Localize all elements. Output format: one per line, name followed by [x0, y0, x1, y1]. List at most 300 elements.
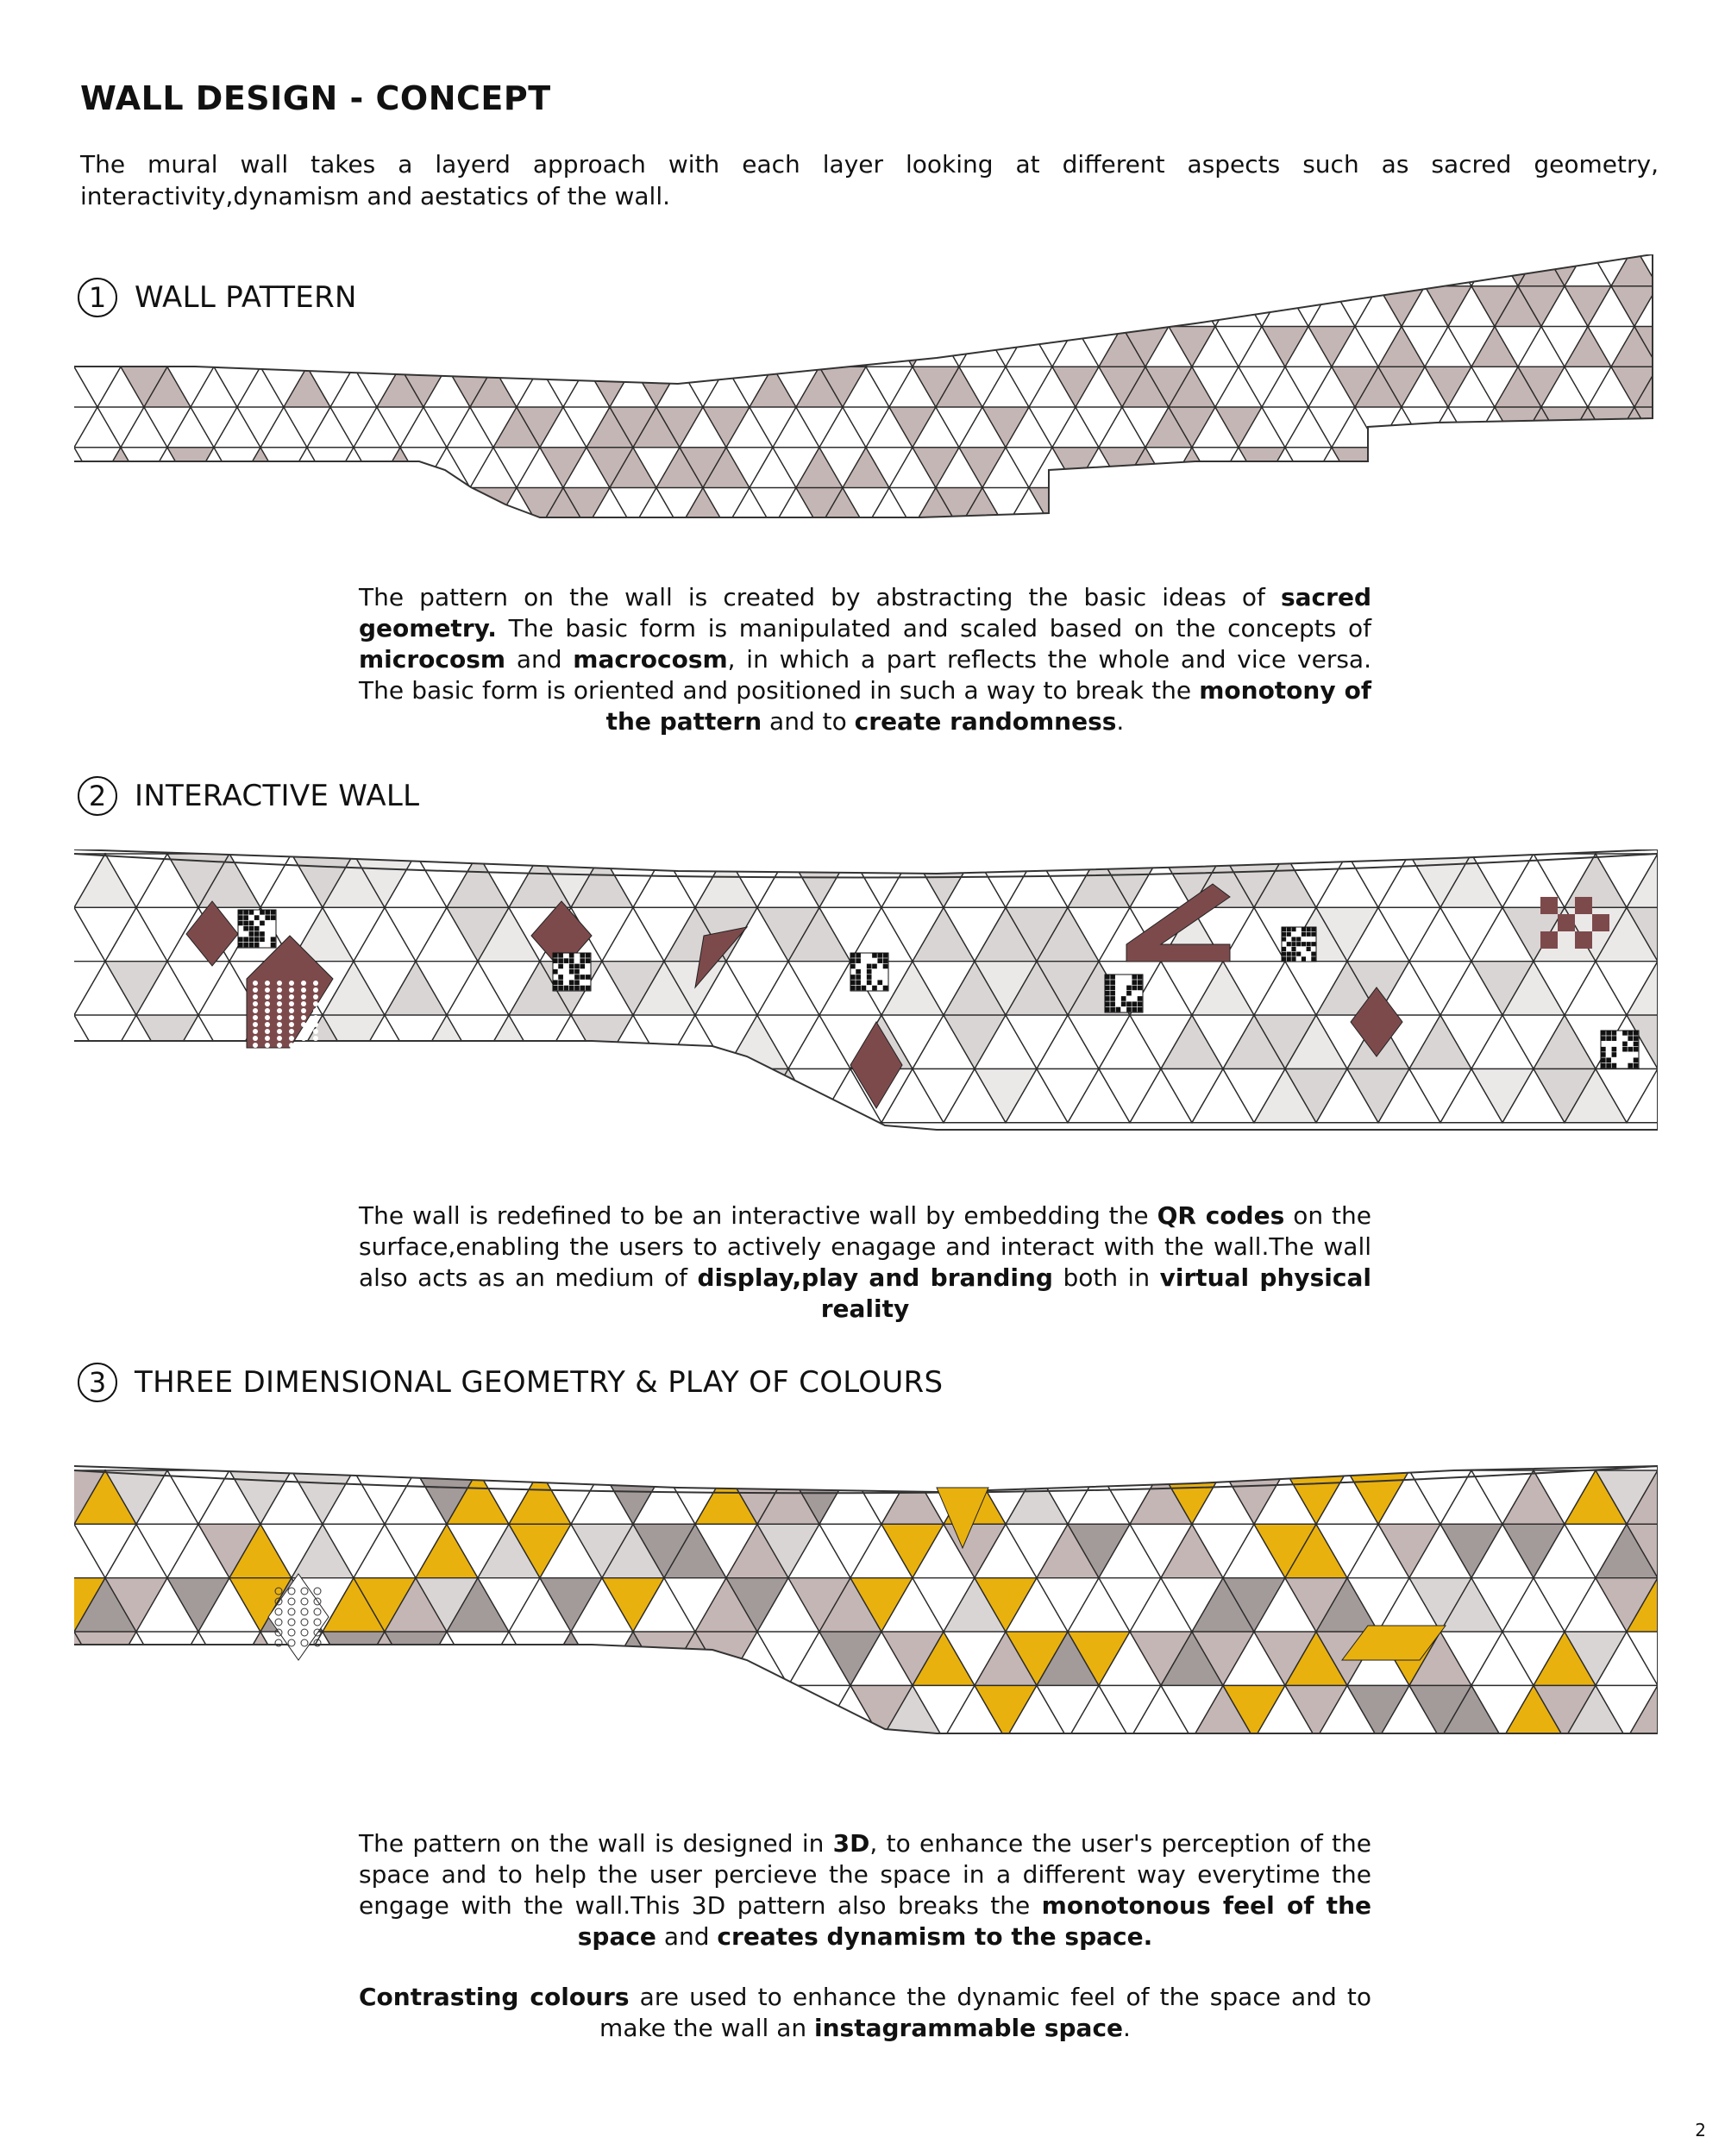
qr-module: [1296, 937, 1301, 941]
pattern-tile: [292, 1069, 354, 1122]
panel-dot: [277, 994, 282, 1000]
qr-module: [1132, 975, 1137, 980]
pattern-tile: [74, 327, 97, 367]
qr-module: [1110, 980, 1115, 985]
panel-dot: [301, 1015, 306, 1020]
pattern-tile: [1285, 254, 1332, 286]
panel-dot: [265, 987, 270, 993]
pattern-tile: [1052, 286, 1099, 327]
pattern-tile: [1518, 488, 1565, 529]
qr-module: [883, 958, 888, 963]
pattern-tile: [214, 286, 260, 327]
pattern-tile: [796, 254, 843, 286]
pattern-tile: [1402, 448, 1448, 488]
section-3-number-circle: 3: [78, 1363, 117, 1402]
pattern-tile: [656, 327, 703, 367]
pattern-tile: [1122, 488, 1169, 529]
panel-dot: [265, 1008, 270, 1013]
pattern-tile: [664, 1069, 726, 1122]
qr-module: [569, 969, 574, 975]
pattern-tile: [214, 254, 260, 286]
pattern-tile: [1239, 488, 1285, 529]
panel-dot: [289, 1001, 294, 1006]
pattern-tile: [121, 327, 167, 367]
maroon-check-square: [1575, 897, 1592, 914]
qr-module: [856, 975, 861, 980]
pattern-tile: [74, 327, 121, 367]
qr-module: [271, 937, 276, 942]
qr-module: [249, 943, 254, 948]
section-1-description: [359, 582, 1371, 737]
pattern-tile: [1518, 448, 1565, 488]
pattern-tile: [633, 286, 680, 327]
qr-module: [1634, 1047, 1639, 1052]
maroon-check-square: [1575, 931, 1592, 949]
pattern-tile: [1332, 254, 1378, 286]
bold-phrase: creates dynamism to the space.: [717, 1922, 1153, 1951]
pattern-tile: [913, 327, 959, 367]
pattern-tile: [121, 448, 167, 488]
pattern-tile: [74, 286, 121, 327]
section-2-title: INTERACTIVE WALL: [135, 779, 420, 813]
pattern-tile: [284, 254, 330, 286]
qr-module: [254, 943, 260, 948]
qr-module: [238, 915, 243, 920]
qr-module: [1105, 1007, 1110, 1012]
qr-module: [265, 910, 270, 915]
qr-module: [1311, 942, 1315, 946]
pattern-tile: [1029, 286, 1076, 327]
pattern-tile: [74, 286, 97, 327]
qr-module: [867, 980, 872, 985]
pattern-tile: [237, 254, 284, 286]
pattern-tile: [377, 327, 423, 367]
pattern-tile: [1052, 488, 1099, 529]
qr-module: [260, 931, 265, 937]
panel-dot: [265, 1036, 270, 1041]
qr-module: [254, 915, 260, 920]
pattern-tile: [323, 1069, 385, 1122]
pattern-tile: [136, 1015, 198, 1069]
text-run: and: [505, 645, 574, 674]
qr-module: [574, 975, 580, 980]
qr-module: [1307, 932, 1311, 937]
qr-module: [1628, 1031, 1633, 1036]
bold-phrase: display,play and branding: [697, 1263, 1053, 1292]
qr-module: [1121, 996, 1126, 1001]
qr-module: [569, 980, 574, 985]
bold-phrase: microcosm: [359, 645, 506, 674]
qr-module: [867, 964, 872, 969]
qr-module: [249, 910, 254, 915]
qr-module: [238, 921, 243, 926]
qr-module: [1302, 927, 1306, 931]
pattern-tile: [1611, 448, 1658, 488]
qr-module: [850, 964, 856, 969]
qr-module: [586, 958, 591, 963]
panel-dot: [289, 1008, 294, 1013]
pattern-tile: [889, 254, 936, 286]
pattern-tile: [1099, 448, 1145, 488]
pattern-tile: [1495, 488, 1541, 529]
pattern-tile: [354, 286, 400, 327]
pattern-tile: [889, 286, 936, 327]
pattern-tile: [1169, 286, 1215, 327]
qr-module: [1110, 1001, 1115, 1006]
qr-module: [553, 953, 558, 958]
pattern-tile: [1076, 286, 1122, 327]
qr-module: [1307, 947, 1311, 951]
pattern-tile: [74, 1632, 136, 1685]
pattern-tile: [237, 286, 284, 327]
pattern-tile: [385, 1632, 447, 1685]
qr-module: [856, 969, 861, 975]
pattern-tile: [493, 254, 540, 286]
section-2-heading: [78, 776, 419, 816]
text-run: The basic form is manipulated and scaled based on the concepts of: [496, 614, 1371, 642]
pattern-tile: [97, 254, 144, 286]
qr-module: [553, 958, 558, 963]
pattern-tile: [470, 327, 517, 367]
pattern-tile: [819, 286, 866, 327]
pattern-tile: [330, 327, 377, 367]
qr-module: [1105, 1001, 1110, 1006]
text-run: both in: [1052, 1263, 1160, 1292]
pattern-tile: [307, 254, 354, 286]
qr-module: [254, 926, 260, 931]
pattern-tile: [1495, 407, 1541, 448]
qr-module: [558, 958, 563, 963]
pattern-tile: [703, 254, 750, 286]
pattern-tile: [1425, 254, 1471, 286]
qr-module: [1282, 952, 1286, 956]
pattern-tile: [936, 254, 982, 286]
qr-module: [1126, 1007, 1132, 1012]
pattern-tile: [959, 327, 1006, 367]
qr-module: [1628, 1047, 1633, 1052]
pattern-tile: [191, 254, 237, 286]
text-run: The pattern on the wall is created by abstracting the basic ideas of: [359, 583, 1281, 611]
pattern-tile: [633, 327, 680, 367]
pattern-tile: [563, 286, 610, 327]
panel-dot: [313, 1008, 318, 1013]
qr-module: [872, 953, 877, 958]
pattern-tile: [191, 327, 237, 367]
pattern-tile: [1378, 488, 1425, 529]
pattern-tile: [1448, 488, 1495, 529]
pattern-tile: [773, 327, 819, 367]
qr-module: [553, 986, 558, 991]
panel-dot: [265, 981, 270, 986]
pattern-tile: [571, 1632, 633, 1685]
qr-module: [569, 953, 574, 958]
pattern-tile: [377, 488, 423, 529]
pattern-tile: [97, 286, 144, 327]
qr-module: [1601, 1036, 1606, 1041]
pattern-tile: [703, 327, 750, 367]
qr-module: [883, 953, 888, 958]
pattern-tile: [307, 286, 354, 327]
panel-dot: [301, 1029, 306, 1034]
pattern-tile: [198, 1685, 260, 1738]
pattern-tile: [819, 254, 866, 286]
pattern-tile: [423, 327, 470, 367]
pattern-tile: [633, 1632, 695, 1685]
pattern-tile: [136, 1685, 198, 1738]
pattern-tile: [1588, 488, 1634, 529]
pattern-tile: [416, 1069, 478, 1122]
qr-module: [238, 910, 243, 915]
pattern-tile: [470, 488, 517, 529]
pattern-tile: [167, 1685, 229, 1738]
qr-module: [1287, 932, 1291, 937]
panel-dot: [313, 1029, 318, 1034]
pattern-tile: [144, 327, 191, 367]
qr-module: [1634, 1042, 1639, 1047]
qr-module: [238, 943, 243, 948]
qr-module: [1132, 1001, 1137, 1006]
text-run: The wall is redefined to be an interactive wall by embedding the: [359, 1201, 1157, 1230]
pattern-tile: [354, 254, 400, 286]
maroon-check-square: [1540, 897, 1558, 914]
pattern-tile: [292, 1685, 354, 1738]
pattern-tile: [74, 488, 97, 529]
qr-module: [1287, 927, 1291, 931]
qr-module: [574, 969, 580, 975]
pattern-tile: [1425, 448, 1471, 488]
pattern-tile: [121, 286, 167, 327]
panel-dot: [289, 994, 294, 1000]
pattern-tile: [1285, 488, 1332, 529]
qr-module: [1287, 942, 1291, 946]
pattern-tile: [167, 488, 214, 529]
bold-phrase: instagrammable space: [814, 2014, 1124, 2042]
pattern-tile: [1378, 448, 1425, 488]
pattern-tile: [330, 286, 377, 327]
qr-module: [580, 953, 585, 958]
pattern-tile: [796, 286, 843, 327]
pattern-tile: [750, 286, 796, 327]
qr-module: [1302, 942, 1306, 946]
qr-module: [1105, 980, 1110, 985]
wall-pattern-illustration: [74, 254, 1658, 539]
qr-module: [580, 964, 585, 969]
qr-module: [856, 980, 861, 985]
interactive-wall-illustration: [74, 849, 1658, 1134]
pattern-tile: [97, 327, 144, 367]
pattern-tile: [1565, 488, 1611, 529]
qr-module: [243, 937, 248, 942]
pattern-tile: [385, 1015, 447, 1069]
maroon-check-square: [1558, 914, 1575, 931]
pattern-tile: [385, 1685, 447, 1738]
pattern-tile: [1308, 488, 1355, 529]
pattern-tile: [1215, 286, 1262, 327]
qr-module: [1138, 1007, 1143, 1012]
pattern-tile: [400, 254, 447, 286]
pattern-tile: [788, 1685, 850, 1738]
qr-module: [1634, 1057, 1639, 1062]
pattern-tile: [1145, 448, 1192, 488]
pattern-tile: [1471, 488, 1518, 529]
qr-module: [1291, 956, 1295, 961]
qr-module: [867, 969, 872, 975]
pattern-tile: [1239, 448, 1285, 488]
section-3-heading: [78, 1363, 943, 1402]
qr-module: [243, 943, 248, 948]
panel-dot: [301, 1008, 306, 1013]
panel-dot: [313, 1036, 318, 1041]
text-run: , to enhance the user's perception of the space and to help the user percieve the space in a different way everytime the engage with the wall.This 3D pattern also breaks the: [359, 1829, 1372, 1920]
pattern-tile: [74, 254, 121, 286]
pattern-tile: [695, 1069, 757, 1122]
qr-module: [1606, 1063, 1611, 1069]
qr-module: [254, 937, 260, 942]
qr-module: [877, 958, 882, 963]
pattern-tile: [307, 327, 354, 367]
qr-module: [580, 975, 585, 980]
pattern-tile: [423, 488, 470, 529]
qr-module: [1606, 1036, 1611, 1041]
pattern-tile: [214, 488, 260, 529]
qr-module: [1601, 1063, 1606, 1069]
pattern-tile: [167, 286, 214, 327]
pattern-tile: [1634, 407, 1658, 448]
qr-module: [558, 953, 563, 958]
qr-module: [1282, 947, 1286, 951]
panel-dot: [253, 981, 258, 986]
qr-module: [553, 980, 558, 985]
panel-dot: [301, 1043, 306, 1048]
pattern-tile: [400, 286, 447, 327]
pattern-tile: [1588, 407, 1634, 448]
pattern-tile: [1215, 488, 1262, 529]
page-number: 2: [1695, 2120, 1706, 2140]
qr-module: [1311, 932, 1315, 937]
qr-module: [872, 986, 877, 991]
qr-module: [254, 931, 260, 937]
qr-module: [1634, 1036, 1639, 1041]
pattern-tile: [470, 254, 517, 286]
pattern-tile: [517, 286, 563, 327]
panel-dot: [265, 1029, 270, 1034]
pattern-tile: [447, 1685, 509, 1738]
qr-module: [249, 931, 254, 937]
pattern-tile: [1122, 286, 1169, 327]
qr-module: [1132, 1007, 1137, 1012]
pattern-tile: [400, 327, 447, 367]
qr-module: [850, 980, 856, 985]
qr-module: [1634, 1031, 1639, 1036]
qr-module: [243, 926, 248, 931]
pattern-tile: [1471, 448, 1518, 488]
bold-phrase: create randomness: [854, 707, 1117, 736]
qr-module: [586, 953, 591, 958]
qr-module: [1116, 1007, 1121, 1012]
triangle-grid: [74, 254, 1658, 528]
panel-dot: [253, 1001, 258, 1006]
panel-dot: [301, 981, 306, 986]
qr-module: [872, 964, 877, 969]
pattern-tile: [260, 286, 307, 327]
qr-module: [867, 975, 872, 980]
section-2-description: [359, 1200, 1371, 1325]
panel-dot: [301, 1001, 306, 1006]
panel-dot: [313, 1022, 318, 1027]
pattern-tile: [1215, 254, 1262, 286]
qr-module: [564, 986, 569, 991]
panel-dot: [313, 981, 318, 986]
pattern-tile: [726, 327, 773, 367]
panel-dot: [301, 1036, 306, 1041]
qr-module: [1601, 1031, 1606, 1036]
pattern-tile: [260, 488, 307, 529]
qr-module: [1307, 927, 1311, 931]
pattern-tile: [1029, 254, 1076, 286]
panel-dot: [277, 981, 282, 986]
pattern-tile: [478, 1069, 540, 1122]
pattern-tile: [1541, 488, 1588, 529]
qr-module: [569, 986, 574, 991]
pattern-tile: [750, 327, 796, 367]
text-run: are used to enhance the dynamic feel of the space and to make the wall an: [599, 1983, 1371, 2042]
pattern-tile: [1076, 254, 1122, 286]
panel-dot: [289, 1043, 294, 1048]
pattern-tile: [470, 286, 517, 327]
pattern-tile: [330, 254, 377, 286]
pattern-tile: [136, 1632, 198, 1685]
qr-module: [850, 975, 856, 980]
pattern-tile: [1169, 254, 1215, 286]
qr-module: [558, 975, 563, 980]
pattern-tile: [74, 254, 97, 286]
pattern-tile: [237, 488, 284, 529]
panel-dot: [277, 1036, 282, 1041]
pattern-tile: [1448, 407, 1495, 448]
pattern-tile: [447, 1015, 509, 1069]
panel-dot: [253, 994, 258, 1000]
bold-phrase: 3D: [832, 1829, 870, 1858]
pattern-tile: [400, 488, 447, 529]
pattern-tile: [1099, 254, 1145, 286]
pattern-tile: [726, 286, 773, 327]
qr-module: [1126, 991, 1132, 996]
pattern-tile: [1332, 488, 1378, 529]
pattern-tile: [773, 254, 819, 286]
pattern-tile: [866, 254, 913, 286]
pattern-tile: [260, 327, 307, 367]
pattern-tile: [1634, 488, 1658, 529]
pattern-tile: [1285, 448, 1332, 488]
pattern-tile: [509, 1069, 571, 1122]
qr-module: [1287, 956, 1291, 961]
section-3-description: [359, 1828, 1371, 1952]
panel-dot: [277, 1022, 282, 1027]
pattern-tile: [167, 1069, 229, 1122]
panel-dot: [313, 1043, 318, 1048]
qr-module: [856, 958, 861, 963]
pattern-tile: [1448, 448, 1495, 488]
panel-dot: [265, 1015, 270, 1020]
pattern-tile: [633, 1069, 695, 1122]
pattern-tile: [354, 1685, 416, 1738]
page-title: WALL DESIGN - CONCEPT: [80, 79, 551, 117]
text-run: and: [656, 1922, 718, 1951]
pattern-tile: [726, 1069, 788, 1122]
qr-module: [1138, 996, 1143, 1001]
pattern-tile: [260, 448, 307, 488]
pattern-tile: [1355, 254, 1402, 286]
